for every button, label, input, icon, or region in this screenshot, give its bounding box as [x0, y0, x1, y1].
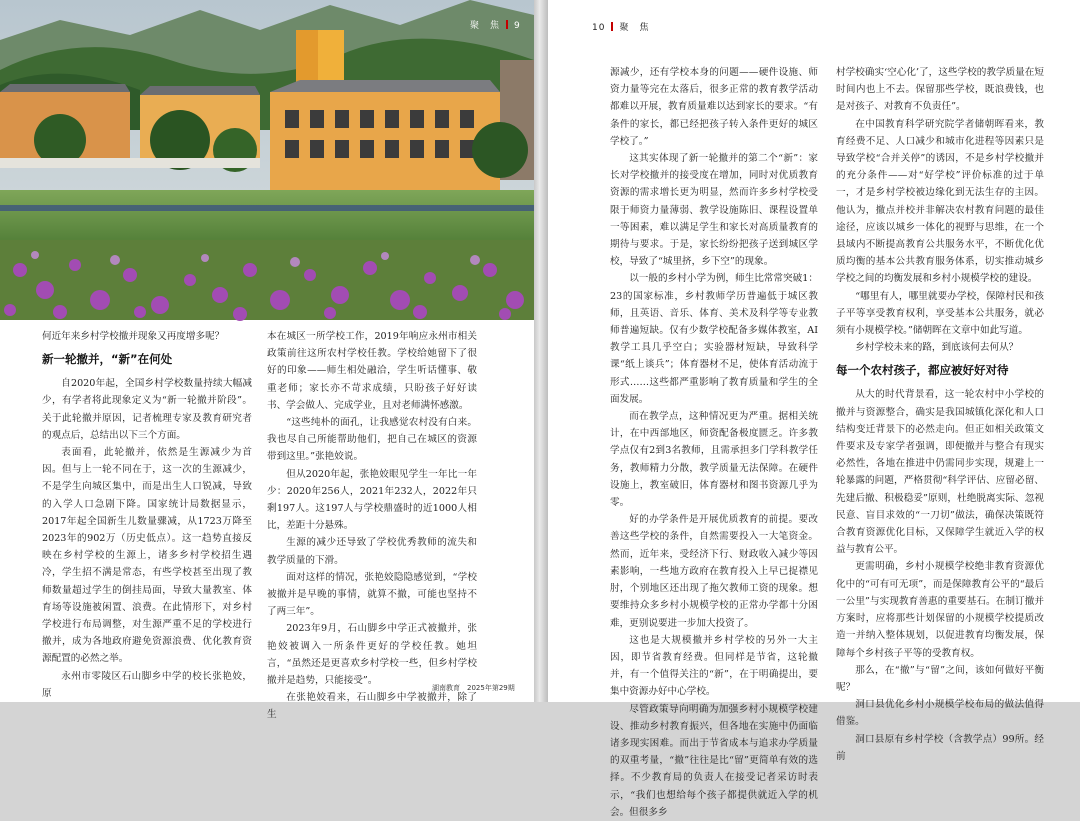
left-column-2 — [267, 328, 477, 724]
page-number: 10 — [592, 23, 606, 33]
right-page — [548, 0, 1080, 818]
body-paragraph: 但从2020年起，张艳姣眼见学生一年比一年少：2020年256人，2021年232人，2022年只剩197人。这197人与学校鼎盛时的近1000人相比，差距十分悬殊。 — [267, 468, 477, 532]
left-page — [0, 0, 534, 721]
body-paragraph: 在张艳姣看来，石山脚乡中学被撤并，除了生 — [267, 692, 477, 721]
section-heading: 每一个农村孩子，都应被好好对待 — [836, 363, 1009, 378]
body-paragraph: 从大的时代背景看，这一轮农村中小学校的撤并与资源整合，确实是我国城镇化深化和人口结构变迁背景下的必然走向。但正如相关政策文件要求及专家学者强调，即便撤并与整合有现实必然性，各地在推进中仍需同步实现，规避上一轮暴露的问题，严格贯彻“科学评估、应留必留、先建后撤、积极稳妥”原则，杜绝脱离实际、忽视民意、盲目求效的“一刀切”做法，确保决策既符合教育资源优化目标，又保障学生就近入学的权益与教育公平。 — [836, 389, 1044, 556]
body-paragraph: 这其实体现了新一轮撤并的第二个“新”：家长对学校撤并的接受度在增加，同时对优质教育资源的需求增长更为明显，然而许多乡村学校受限于师资力量薄弱、教学设施陈旧、课程设置单一等困素，难以满足学生和家长对高质量教育的期待与要求。于是，家长纷纷把孩子送到城区学校，导致了“城里挤，乡下空”的现象。 — [610, 153, 818, 268]
body-paragraph: 而在教学点，这种情况更为严重。据相关统计，在中西部地区，师资配备极度匮乏。许多教学点仅有2到3名教师，且需承担多门学科教学任务，教师精力分散，教学质量无法保障。在硬件设施上，教室破旧，体育器材和图书资源几乎为零。 — [610, 411, 818, 509]
body-paragraph: 在中国教育科学研究院学者储朝晖看来，教育经费不足、人口减少和城市化进程等因素只是导致学校“合并关停”的诱因，不是乡村学校撤并的充分条件——对“好学校”评价标准的过于单一，才是乡村学校被边缘化到无法生存的主因。他认为，撤点并校并非解决农村教育问题的最佳途径，应该以城乡一体化的视野与思维，在一个县域内不断提高教育公共服务水平，不断优化优质均衡的基本公共教育服务体系，切实推动城乡学校之间的均衡发展和乡村小规模学校的建设。 — [836, 118, 1044, 285]
body-paragraph: 表面看，此轮撤并，依然是生源减少为首因。但与上一轮不同在于，这一次的生源减少，不是学生向城区集中，而是出生人口锐减，导致的入学人口急剧下降。国家统计局数据显示，2017年起全国新生儿数量骤减，从1723万降至2023年的902万（历史低点）。这一趋势直接反映在乡村学校的生源上，诸多乡村学校招生遇冷，学生招不满是常态，有些学校甚至出现了教师数量超过学生的倒挂局面，导致大量教室、体育场等设施被闲置、浪费。在此情形下，对乡村学校进行布局调整，对生源严重不足的学校进行撤并，成为各地政府避免资源浪费、优化教育资源配置的必然之举。 — [42, 447, 252, 665]
body-paragraph: 那么，在“撤”与“留”之间，该如何做好平衡呢？ — [836, 664, 1044, 693]
left-footer: 湖南教育 2025年第29期 — [432, 684, 515, 692]
body-paragraph: 2023年9月，石山脚乡中学正式被撤并，张艳姣被调入一所条件更好的学校任教。她坦言，“虽然还是更喜欢乡村学校一些，但乡村学校撤并是趋势，只能接受”。 — [267, 623, 477, 687]
campus-photo — [0, 0, 534, 320]
body-paragraph: 村学校确实‘空心化’了，这些学校的教学质量在短时间内也上不去。保留那些学校，既浪费钱，也是对孩子、对教育不负责任”。 — [836, 67, 1044, 113]
body-paragraph: 好的办学条件是开展优质教育的前提。要改善这些学校的条件，自然需要投入一大笔资金。然而，近年来，受经济下行、财政收入减少等因素影响，一些地方政府在教育投入上早已捉襟见肘，个别地区还出现了拖欠教师工资的现象。想要维持众多乡村小规模学校的正常办学都十分困难，更别说要进一步加大投资了。 — [610, 514, 818, 629]
body-paragraph: 自2020年起，全国乡村学校数量持续大幅减少，有学者将此现象定义为“新一轮撤并阶段”。关于此轮撤并原因，记者梳理专家及教育研究者的观点后，总结出以下三个方面。 — [42, 378, 252, 441]
header-divider — [506, 20, 508, 29]
body-paragraph: 洞口县优化乡村小规模学校布局的做法值得借鉴。 — [836, 699, 1044, 728]
book-gutter — [534, 0, 548, 702]
body-paragraph: 这也是大规模撤并乡村学校的另外一大主因，即节省教育经费。但同样是节省，这轮撤并，有一个值得关注的“新”，在于明确提出，要集中资源办好中心学校。 — [610, 634, 818, 698]
body-paragraph: “这些纯朴的面孔，让我感觉农村没有白来。我也尽自己所能帮助他们，把自己在城区的资源带到这里。”张艳姣说。 — [267, 417, 477, 463]
body-paragraph: 以一般的乡村小学为例，师生比常常突破1：23的国家标准，乡村教师学历普遍低于城区教师，且英语、音乐、体育、美术及科学等专业教师普遍短缺。仅有少数学校配备多媒体教室，AI教学工具几乎空白；实验器材短缺，导致科学课“纸上谈兵”；体育器材不足，使体育活动流于形式……这些都严重影响了教育质量和学生的全面发展。 — [610, 273, 818, 405]
right-column-2 — [836, 64, 1044, 765]
body-paragraph: 乡村学校未来的路，到底该何去何从？ — [855, 342, 1019, 354]
body-paragraph: 生源的减少还导致了学校优秀教师的流失和教学质量的下滑。 — [267, 537, 477, 566]
page-number: 9 — [514, 21, 521, 31]
left-column-1 — [42, 328, 252, 702]
right-running-header — [592, 20, 649, 33]
body-paragraph: “哪里有人，哪里就要办学校，保障村民和孩子平等享受教育权利，享受基本公共服务，就必须有小规模学校。”储朝晖在文章中如此写道。 — [836, 290, 1044, 337]
campus-photo-image — [0, 0, 534, 320]
body-paragraph: 更需明确，乡村小规模学校绝非教育资源优化中的“可有可无项”，而是保障教育公平的“最后一公里”与实现教育善惠的重要基石。在制订撤并方案时，应将那些计划保留的小规模学校提质改造一并纳入整体规划，以促进教育均衡发展，保障每个乡村孩子平等的受教育权。 — [836, 561, 1044, 659]
body-paragraph: 洞口县原有乡村学校（含教学点）99所。经前 — [836, 733, 1044, 762]
body-paragraph: 源减少，还有学校本身的问题——硬件设施、师资力量等完在太落后，很多正常的教育教学活动都难以开展，教育质量难以达到家长的要求。“有条件的家长，都已经把孩子转入条件更好的城区学校了。” — [610, 67, 818, 147]
section-heading: 新一轮撤并，“新”在何处 — [42, 352, 173, 367]
left-running-header — [470, 18, 521, 31]
header-divider — [611, 22, 613, 31]
body-paragraph: 面对这样的情况，张艳姣隐隐感觉到，“学校被撤并是早晚的事情，就算不撤，可能也坚持不了两三年”。 — [267, 571, 477, 618]
section-label: 聚 焦 — [470, 21, 501, 31]
section-label: 聚 焦 — [619, 23, 650, 33]
body-paragraph: 尽管政策导向明确为加强乡村小规模学校建设、推动乡村教育振兴，但各地在实施中仍面临诸多现实困难。而出于节省成本与追求办学质量的双重考量，“撤”往往是比“留”更简单有效的选择。不少教育局的负责人在接受记者采访时表示，“我们也想给每个孩子都提供就近入学的机会。但很多乡 — [610, 703, 818, 818]
body-paragraph: 何近年来乡村学校撤并现象又再度增多呢？ — [42, 331, 225, 342]
body-paragraph: 永州市零陵区石山脚乡中学的校长张艳姣，原 — [42, 670, 252, 699]
right-column-1 — [610, 64, 818, 821]
body-paragraph: 本在城区一所学校工作，2019年响应永州市相关政策前往这所农村学校任教。学校给她留下了很好的印象——师生相处融洽，学生听话懂事、敬重老师；家长亦不苛求成绩，只盼孩子好好读书、学会做人、完成学业，且对老师满怀感激。 — [267, 331, 477, 411]
